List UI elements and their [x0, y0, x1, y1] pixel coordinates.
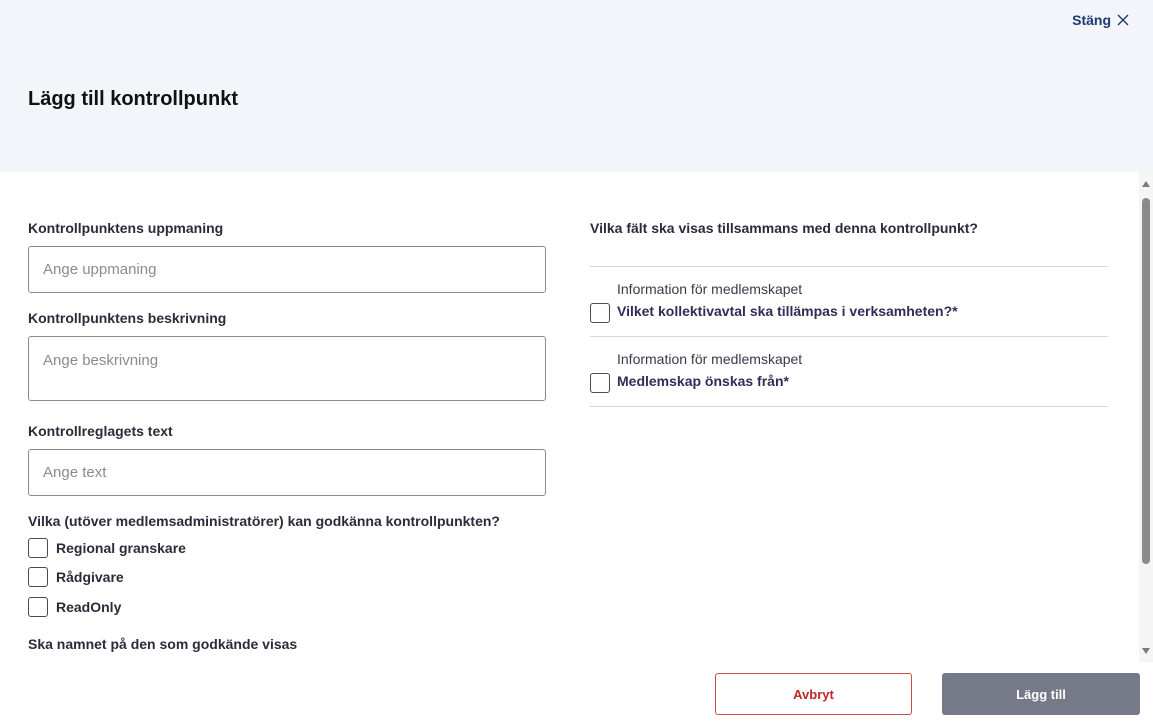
control-text-label: Kontrollreglagets text: [28, 423, 173, 439]
approver-option-label: Rådgivare: [56, 569, 124, 585]
field-category: Information för medlemskapet: [617, 351, 803, 367]
approver-option-label: Regional granskare: [56, 540, 186, 556]
field-checkbox[interactable]: [590, 373, 610, 393]
divider: [590, 406, 1108, 407]
divider: [590, 336, 1108, 337]
description-textarea[interactable]: [28, 336, 546, 401]
divider: [590, 266, 1108, 267]
approver-option[interactable]: [28, 597, 121, 617]
approver-checkbox[interactable]: [28, 538, 48, 558]
close-label: Stäng: [1072, 12, 1111, 28]
prompt-label: Kontrollpunktens uppmaning: [28, 220, 224, 236]
field-checkbox[interactable]: [590, 303, 610, 323]
dialog-header: [0, 0, 1153, 172]
approver-option[interactable]: [28, 538, 186, 558]
control-text-placeholder: Ange text: [43, 464, 107, 481]
close-icon: [1117, 14, 1129, 26]
prompt-placeholder: Ange uppmaning: [43, 261, 157, 278]
description-label: Kontrollpunktens beskrivning: [28, 310, 227, 326]
field-category: Information för medlemskapet: [617, 281, 803, 297]
approver-option[interactable]: [28, 567, 124, 587]
scrollbar[interactable]: [1139, 172, 1153, 662]
field-name: Vilket kollektivavtal ska tillämpas i verksamheten?*: [617, 303, 958, 319]
approver-option-label: ReadOnly: [56, 599, 122, 615]
add-button[interactable]: Lägg till: [942, 673, 1140, 715]
approver-checkbox[interactable]: [28, 567, 48, 587]
dialog-body: [0, 172, 1139, 662]
cancel-button[interactable]: Avbryt: [715, 673, 912, 715]
field-option[interactable]: [590, 351, 1108, 395]
scroll-down-icon[interactable]: [1142, 648, 1150, 654]
approvers-label: Vilka (utöver medlemsadministratörer) kan godkänna kontrollpunkten?: [28, 513, 500, 529]
field-name: Medlemskap önskas från*: [617, 373, 789, 389]
control-text-input[interactable]: [28, 449, 546, 496]
field-option[interactable]: [590, 281, 1108, 325]
close-button[interactable]: [1072, 12, 1129, 28]
approver-checkbox[interactable]: [28, 597, 48, 617]
scroll-up-icon[interactable]: [1142, 181, 1150, 187]
show-approver-name-label: Ska namnet på den som godkände visas: [28, 636, 298, 652]
scroll-thumb[interactable]: [1142, 198, 1150, 564]
fields-heading: Vilka fält ska visas tillsammans med denna kontrollpunkt?: [590, 220, 978, 236]
page-title: Lägg till kontrollpunkt: [28, 88, 238, 110]
prompt-input[interactable]: [28, 246, 546, 293]
description-placeholder: Ange beskrivning: [43, 352, 159, 369]
